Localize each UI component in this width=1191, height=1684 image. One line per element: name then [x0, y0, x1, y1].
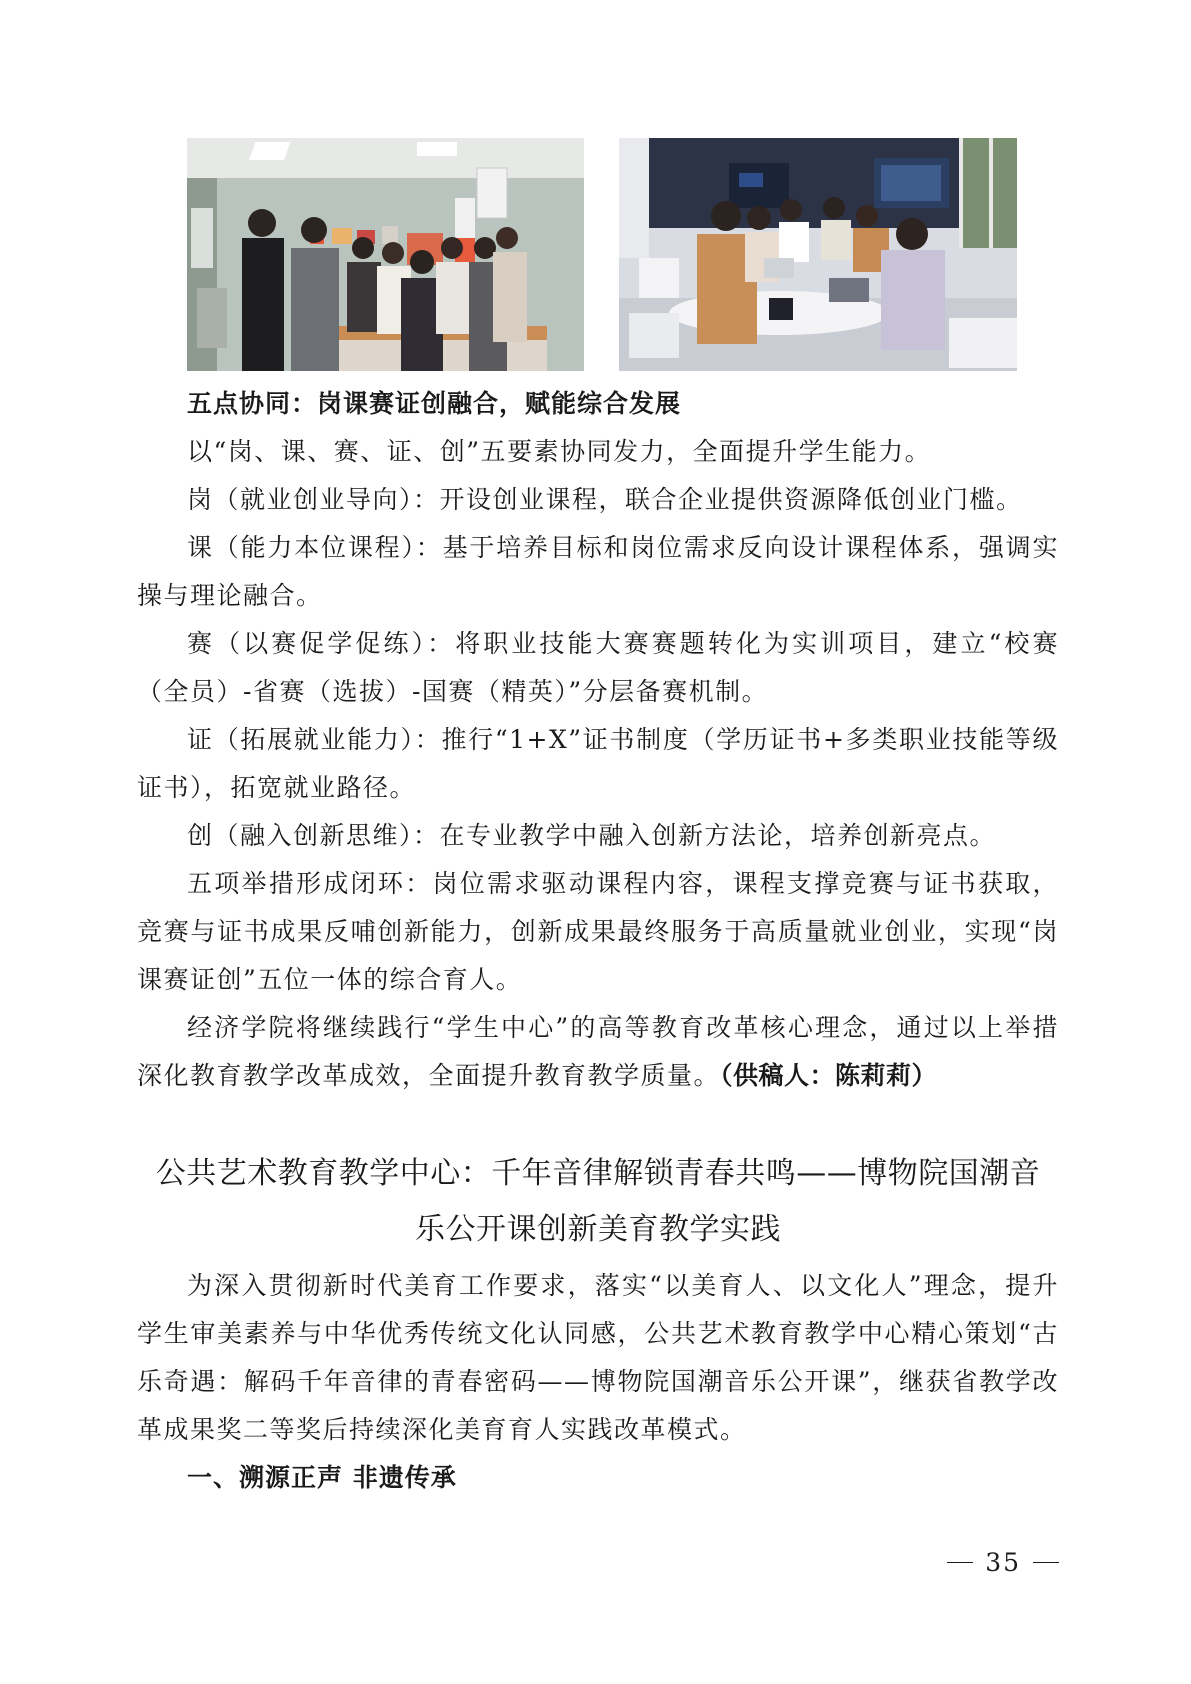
dash-right	[1033, 1562, 1059, 1564]
paragraph: 赛（以赛促学促练）：将职业技能大赛赛题转化为实训项目，建立“校赛（全员）-省赛（选拔）-国赛（精英）”分层备赛机制。	[137, 629, 1059, 706]
closing-text: 经济学院将继续践行“学生中心”的高等教育改革核心理念，通过以上举措深化教育教学改革成效，全面提升教育教学质量。	[137, 1013, 1059, 1090]
paragraph: 课（能力本位课程）：基于培养目标和岗位需求反向设计课程体系，强调实操与理论融合。	[137, 533, 1059, 610]
article-title-line-2: 乐公开课创新美育教学实践	[415, 1212, 781, 1247]
section-economics	[137, 380, 1059, 1100]
article-title-line-1: 公共艺术教育教学中心：千年音律解锁青春共鸣——博物院国潮音	[155, 1156, 1041, 1191]
page-number-value: 35	[985, 1548, 1021, 1577]
dash-left	[947, 1562, 973, 1564]
paragraph: 为深入贯彻新时代美育工作要求，落实“以美育人、以文化人”理念，提升学生审美素养与中华优秀传统文化认同感，公共艺术教育教学中心精心策划“古乐奇遇：解码千年音律的青春密码——博物院国潮音乐公开课”，继获省教学改革成果奖二等奖后持续深化美育育人实践改革模式。	[137, 1271, 1059, 1444]
article-title	[137, 1146, 1059, 1258]
paragraph: 创（融入创新思维）：在专业教学中融入创新方法论，培养创新亮点。	[187, 821, 997, 850]
classroom-photo-right-image	[619, 138, 1017, 371]
subheading: 一、溯源正声 非遗传承	[187, 1463, 457, 1492]
paragraph: 以“岗、课、赛、证、创”五要素协同发力，全面提升学生能力。	[187, 437, 932, 466]
classroom-photo-right	[619, 138, 1017, 371]
classroom-photo-left-image	[187, 138, 584, 371]
paragraph: 证（拓展就业能力）：推行“1+X”证书制度（学历证书+多类职业技能等级证书），拓宽就业路径。	[137, 725, 1059, 802]
contributor: （供稿人：陈莉莉）	[720, 1061, 938, 1090]
paragraph: 岗（就业创业导向）：开设创业课程，联合企业提供资源降低创业门槛。	[187, 485, 1023, 514]
paragraph: 五项举措形成闭环：岗位需求驱动课程内容，课程支撑竞赛与证书获取，竞赛与证书成果反哺创新能力，创新成果最终服务于高质量就业创业，实现“岗课赛证创”五位一体的综合育人。	[137, 869, 1059, 994]
section-heading: 五点协同：岗课赛证创融合，赋能综合发展	[187, 389, 682, 418]
section-art-education	[137, 1262, 1059, 1502]
closing-paragraph	[137, 1004, 1059, 1100]
classroom-photo-left	[187, 138, 584, 371]
page-number	[947, 1548, 1059, 1577]
